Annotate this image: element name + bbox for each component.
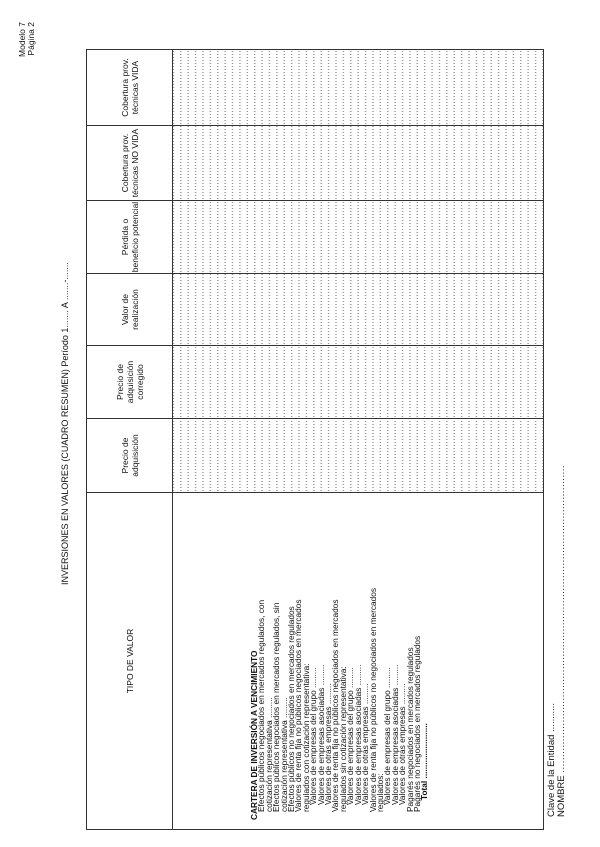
dotted-fill bbox=[173, 419, 543, 492]
summary-table bbox=[86, 49, 544, 830]
list-item: regulados: bbox=[374, 773, 385, 812]
col-header-tipo: TIPO DE VALOR bbox=[87, 493, 173, 830]
list-item: Efectos públicos negociados en mercados regulados, con bbox=[256, 599, 267, 812]
perdida-beneficio-cell bbox=[173, 201, 544, 274]
entity-header bbox=[547, 465, 567, 817]
list-item: Valores de otras empresas ......... bbox=[397, 683, 408, 805]
list-item: cotización representativa ......... bbox=[263, 697, 274, 812]
nombre-label: NOMBRE bbox=[556, 775, 567, 817]
page-title: INVERSIONES EN VALORES (CUADRO RESUMEN) Período 1....... A .......-....... bbox=[60, 262, 70, 585]
list-item: cotización representativa ......... bbox=[278, 697, 289, 812]
col-header-perdida-beneficio: Pérdida o beneficio potencial bbox=[87, 201, 173, 274]
list-item: regulados sin cotización representativa: bbox=[337, 666, 348, 812]
model-header bbox=[18, 22, 36, 57]
col-header-no-vida: Cobertura prov. técnicas NO VIDA bbox=[87, 126, 173, 201]
list-item: Valores de empresas asociadas ......... bbox=[315, 664, 326, 805]
table-header-row bbox=[87, 50, 173, 830]
dotted-fill bbox=[173, 274, 543, 345]
list-item: Valores de otras empresas ......... bbox=[360, 683, 371, 805]
list-item: regulados con cotización representativa: bbox=[300, 663, 311, 812]
list-item: Valores de empresas del grupo ......... bbox=[345, 667, 356, 805]
list-item: Pagarés no negociados en mercados regulados bbox=[411, 635, 422, 812]
clave-dots: ........... bbox=[546, 702, 557, 732]
list-item: CARTERA DE INVERSIÓN A VENCIMIENTO bbox=[249, 650, 259, 820]
list-item: Valores de empresas del grupo ......... bbox=[308, 667, 319, 805]
dotted-fill bbox=[173, 201, 543, 273]
dotted-fill bbox=[173, 126, 543, 200]
col-header-precio: Precio de adquisición bbox=[87, 419, 173, 493]
no-vida-cell bbox=[173, 126, 544, 201]
precio-cell bbox=[173, 419, 544, 493]
nombre-dots: .................................................................................................. bbox=[556, 464, 567, 773]
list-item: Valores de empresas del grupo ......... bbox=[382, 667, 393, 805]
tipo-valor-cell bbox=[173, 493, 544, 830]
list-item: Efectos públicos no negociados en mercados regulados bbox=[286, 606, 297, 812]
list-item: Valores de renta fija no públicos negociados en mercados bbox=[330, 599, 341, 812]
list-item: Valores de otras empresas ......... bbox=[323, 683, 334, 805]
pagina-label: Página 2 bbox=[26, 22, 36, 56]
list-item: Efectos públicos negociados en mercados regulados, sin bbox=[271, 602, 282, 812]
col-header-vida: Cobertura prov. técnicas VIDA bbox=[87, 50, 173, 126]
clave-label: Clave de la Entidad bbox=[546, 734, 557, 817]
valor-realizacion-cell bbox=[173, 274, 544, 346]
dotted-fill bbox=[173, 50, 543, 125]
list-item: Pagarés negociados en mercados regulados bbox=[404, 647, 415, 812]
table-body-row bbox=[173, 50, 544, 830]
precio-corregido-cell bbox=[173, 346, 544, 419]
list-item-total: Total ........................ bbox=[419, 723, 430, 800]
list-item: Valores de empresas asociadas ......... bbox=[352, 664, 363, 805]
list-item: Valores de empresas asociadas ......... bbox=[389, 664, 400, 805]
col-header-precio-corregido: Precio de adquisición corregido bbox=[87, 346, 173, 419]
list-item: Valores de renta fija no públicos no negociados en mercados bbox=[367, 587, 378, 812]
vida-cell bbox=[173, 50, 544, 126]
col-header-valor-realizacion: Valor de realización bbox=[87, 274, 173, 346]
row-labels bbox=[173, 493, 429, 829]
modelo-label: Modelo 7 bbox=[17, 22, 27, 57]
list-item: Valores de renta fija no públicos negociados en mercados bbox=[293, 599, 304, 812]
dotted-fill bbox=[173, 346, 543, 418]
